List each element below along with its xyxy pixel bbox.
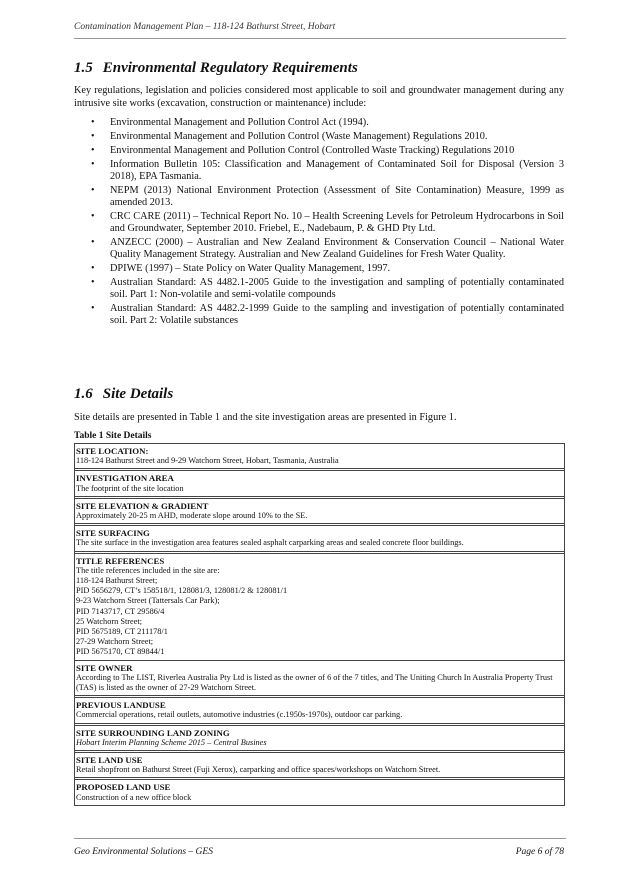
- table-row-site-surfacing: [75, 523, 564, 550]
- section-title: Environmental Regulatory Requirements: [102, 60, 358, 76]
- row-value: Construction of a new office block: [76, 792, 192, 802]
- table-row-previous-landuse: [75, 695, 564, 722]
- row-label: SITE LOCATION:: [76, 446, 149, 456]
- site-details-table: [74, 443, 565, 806]
- list-item-text: CRC CARE (2011) – Technical Report No. 10 – Health Screening Levels for Petroleum Hydrocarbons in Soil and Groundwater, September 2010. Friebel, E., Nadebaum, P. & GHD Pty Ltd.: [110, 211, 564, 234]
- list-item-text: Environmental Management and Pollution Control (Controlled Waste Tracking) Regulations 2010: [110, 145, 515, 156]
- running-header: Contamination Management Plan – 118-124 Bathurst Street, Hobart: [74, 22, 336, 32]
- row-value: 27-29 Watchorn Street;: [76, 637, 154, 647]
- section-1-5-heading: [74, 60, 358, 77]
- list-item: [74, 277, 564, 301]
- row-value: 118-124 Bathurst Street and 9-29 Watchorn Street, Hobart, Tasmania, Australia: [76, 456, 339, 466]
- list-item: [74, 185, 564, 209]
- table-row-site-owner: [75, 660, 564, 696]
- row-label: SITE LAND USE: [76, 755, 143, 766]
- bullet-icon: •: [91, 185, 95, 196]
- row-label: SITE SURFACING: [76, 528, 150, 539]
- row-value: According to The LIST, Riverlea Australia Pty Ltd is listed as the owner of 6 of the 7 titles, and The Uniting Church In Australia Property Trust (TAS) is listed as the owner of 27-29 Watchorn Street.: [76, 672, 553, 693]
- row-value: The title references included in the site are:: [76, 565, 220, 575]
- bullet-icon: •: [91, 117, 95, 128]
- row-label: SITE SURROUNDING LAND ZONING: [76, 727, 230, 738]
- row-value: 25 Watchorn Street;: [76, 616, 142, 626]
- table-row-site-elevation: [75, 496, 564, 523]
- section-title: Site Details: [102, 386, 174, 402]
- row-label: TITLE REFERENCES: [76, 555, 165, 566]
- section-1-5-intro: Key regulations, legislation and policies considered most applicable to soil and groundwater management during any intrusive site works (excavation, construction or maintenance) include:: [74, 85, 564, 109]
- list-item: [74, 303, 564, 327]
- table-row-site-land-use: [75, 750, 564, 777]
- footer-divider: [74, 838, 566, 839]
- row-value: Retail shopfront on Bathurst Street (Fuji Xerox), carparking and office spaces/workshops on Watchorn Street.: [76, 765, 441, 775]
- regulations-list: [74, 117, 564, 329]
- row-value: 9-23 Watchorn Street (Tattersals Car Park);: [76, 596, 220, 606]
- table-row-proposed-land-use: [75, 777, 564, 804]
- section-number: 1.5: [74, 60, 93, 76]
- list-item-text: Environmental Management and Pollution Control Act (1994).: [110, 117, 369, 128]
- bullet-icon: •: [91, 145, 95, 156]
- list-item-text: Information Bulletin 105: Classification and Management of Contaminated Soil for Disposal (Version 3 2018), EPA Tasmania.: [110, 159, 564, 182]
- row-value: PID 7143717, CT 29586/4: [76, 606, 165, 616]
- row-value: The site surface in the investigation area features sealed asphalt carparking areas and sealed concrete floor buildings.: [76, 538, 464, 548]
- list-item: [74, 237, 564, 261]
- table-row-investigation-area: [75, 468, 564, 495]
- bullet-icon: •: [91, 131, 95, 142]
- row-label: PREVIOUS LANDUSE: [76, 700, 166, 711]
- row-value: Hobart Interim Planning Scheme 2015 – Central Busines: [76, 737, 267, 747]
- section-1-6-heading: [74, 386, 173, 403]
- table-row-title-references: [75, 551, 564, 660]
- list-item: [74, 131, 564, 143]
- list-item-text: Australian Standard: AS 4482.1-2005 Guide to the investigation and sampling of potentially contaminated soil. Part 1: Non-volatile and semi-volatile compounds: [110, 277, 564, 300]
- row-value: The footprint of the site location: [76, 483, 184, 493]
- list-item: [74, 145, 564, 157]
- list-item-text: Environmental Management and Pollution Control (Waste Management) Regulations 2010.: [110, 131, 488, 142]
- bullet-icon: •: [91, 263, 95, 274]
- section-number: 1.6: [74, 386, 93, 402]
- list-item-text: DPIWE (1997) – State Policy on Water Quality Management, 1997.: [110, 263, 391, 274]
- table-caption: Table 1 Site Details: [74, 431, 152, 441]
- row-label: SITE ELEVATION & GRADIENT: [76, 500, 209, 511]
- bullet-icon: •: [91, 277, 95, 288]
- row-label: INVESTIGATION AREA: [76, 473, 174, 484]
- bullet-icon: •: [91, 237, 95, 248]
- row-label: PROPOSED LAND USE: [76, 782, 171, 793]
- row-value: PID 5675189, CT 211178/1: [76, 627, 168, 637]
- list-item-text: NEPM (2013) National Environment Protection (Assessment of Site Contamination) Measure, 1999 as amended 2013.: [110, 185, 564, 208]
- row-value: PID 5656279, CT’s 158518/1, 128081/3, 128081/2 & 128081/1: [76, 586, 288, 596]
- table-row-land-zoning: [75, 723, 564, 750]
- list-item: [74, 263, 564, 275]
- row-value: Commercial operations, retail outlets, automotive industries (c.1950s-1970s), outdoor car parking.: [76, 710, 403, 720]
- list-item-text: ANZECC (2000) – Australian and New Zealand Environment & Conservation Council – National Water Quality Management Strategy. Australian and New Zealand Guidelines for Fresh Water Quality.: [110, 237, 564, 260]
- table-row-site-location: [75, 444, 564, 468]
- bullet-icon: •: [91, 211, 95, 222]
- page-number: Page 6 of 78: [515, 847, 564, 857]
- row-label: SITE OWNER: [76, 662, 133, 673]
- list-item-text: Australian Standard: AS 4482.2-1999 Guide to the sampling and investigation of potentially contaminated soil. Part 2: Volatile substances: [110, 303, 564, 326]
- row-value: PID 5675170, CT 89844/1: [76, 647, 165, 657]
- footer-company: Geo Environmental Solutions – GES: [74, 847, 213, 857]
- header-divider: [74, 38, 566, 39]
- bullet-icon: •: [91, 303, 95, 314]
- list-item: [74, 211, 564, 235]
- list-item: [74, 159, 564, 183]
- bullet-icon: •: [91, 159, 95, 170]
- list-item: [74, 117, 564, 129]
- section-1-6-intro: Site details are presented in Table 1 and the site investigation areas are presented in Figure 1.: [74, 412, 457, 423]
- row-value: Approximately 20-25 m AHD, moderate slope around 10% to the SE.: [76, 511, 308, 521]
- row-value: 118-124 Bathurst Street;: [76, 576, 158, 586]
